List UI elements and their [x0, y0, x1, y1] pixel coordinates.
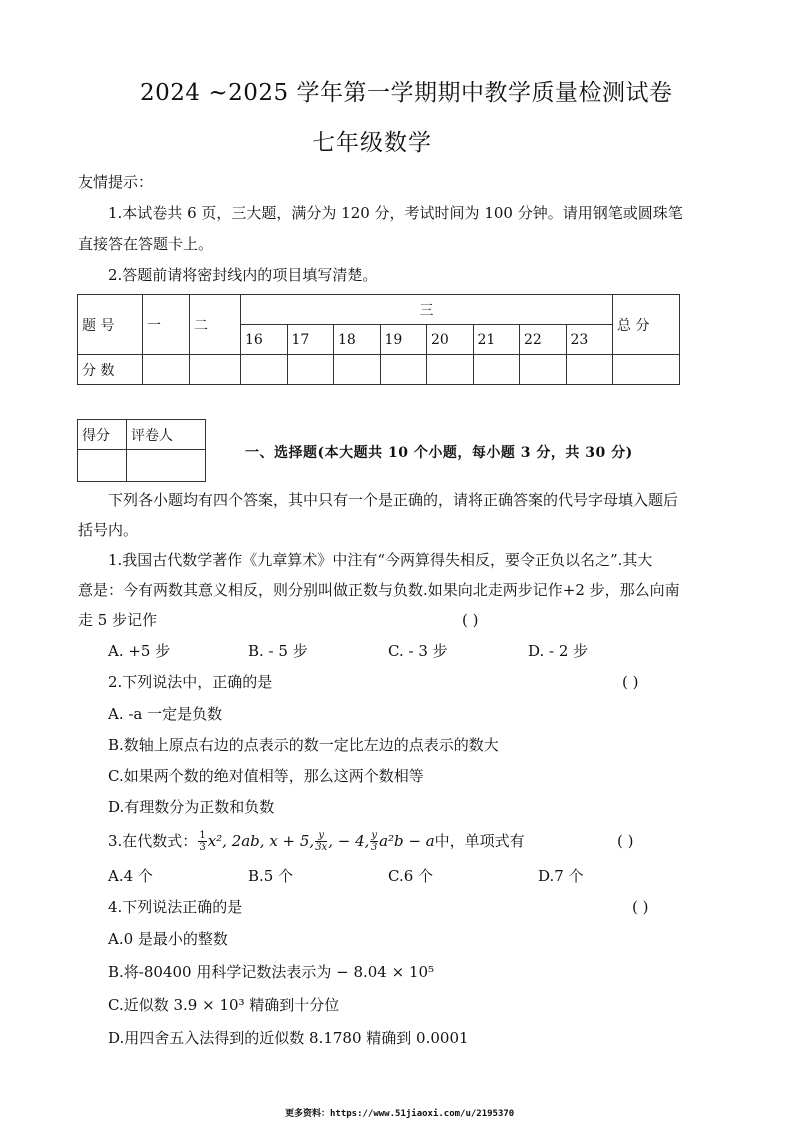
score-table-sub-col: 20	[427, 325, 474, 355]
fraction-numerator: y	[371, 829, 378, 841]
grader-table-score-label: 得分	[78, 420, 127, 450]
question-4-stem: 4.下列说法正确的是	[108, 898, 243, 916]
score-table-sub-col: 23	[566, 325, 613, 355]
fraction-denominator: 3	[371, 841, 378, 853]
score-table-col-1: 一	[143, 295, 190, 355]
score-table-sub-col: 22	[520, 325, 567, 355]
exam-title: 2024 ~2025 学年第一学期期中教学质量检测试卷	[140, 80, 673, 106]
score-table-question-label: 题 号	[78, 295, 143, 355]
question-2-stem: 2.下列说法中，正确的是	[108, 673, 273, 691]
notice-heading: 友情提示：	[78, 173, 154, 191]
score-table-sub-col: 19	[380, 325, 427, 355]
score-cell[interactable]	[143, 355, 190, 385]
fraction-y-over-3	[370, 830, 378, 853]
score-cell[interactable]	[613, 355, 680, 385]
fraction-denominator: 3x	[315, 841, 328, 853]
score-cell[interactable]	[334, 355, 381, 385]
question-3-expression-c: a²b − a	[379, 832, 435, 850]
question-3-prefix: 3.在代数式：	[108, 832, 198, 850]
question-4-option-a[interactable]: A.0 是最小的整数	[108, 930, 228, 948]
score-table	[77, 294, 680, 385]
question-4-option-c[interactable]: C.近似数 3.9 × 10³ 精确到十分位	[108, 996, 340, 1014]
question-1-line-3: 走 5 步记作	[78, 611, 158, 629]
exam-subtitle: 七年级数学	[312, 130, 432, 156]
fraction-y-over-3x	[315, 830, 327, 853]
score-table-sub-col: 21	[473, 325, 520, 355]
question-1-line-1: 1.我国古代数学著作《九章算术》中注有“今两算得失相反，要令正负以名之”.其大	[108, 551, 653, 569]
fraction-numerator: 1	[199, 829, 206, 841]
question-1-option-d[interactable]: D. - 2 步	[528, 642, 589, 660]
question-2-option-c[interactable]: C.如果两个数的绝对值相等，那么这两个数相等	[108, 767, 424, 785]
question-2-option-a[interactable]: A. -a 一定是负数	[108, 705, 223, 723]
score-table-total: 总 分	[613, 295, 680, 355]
question-1-line-2: 意是：今有两数其意义相反，则分别叫做正数与负数.如果向北走两步记作+2 步，那么向南	[78, 581, 680, 599]
score-cell[interactable]	[241, 355, 288, 385]
grader-score-cell[interactable]	[78, 450, 127, 482]
fraction-numerator: y	[315, 830, 327, 842]
score-table-score-label: 分 数	[78, 355, 143, 385]
notice-item-1-line-2: 直接答在答题卡上。	[78, 235, 214, 253]
question-2-option-d[interactable]: D.有理数分为正数和负数	[108, 798, 275, 816]
question-3-stem	[108, 826, 525, 856]
score-cell[interactable]	[287, 355, 334, 385]
grader-table	[77, 419, 206, 482]
score-cell[interactable]	[190, 355, 241, 385]
question-3-expression-b: , − 4,	[328, 832, 370, 850]
question-2-option-b[interactable]: B.数轴上原点右边的点表示的数一定比左边的点表示的数大	[108, 736, 499, 754]
score-table-sub-col: 18	[334, 325, 381, 355]
score-cell[interactable]	[520, 355, 567, 385]
score-cell[interactable]	[566, 355, 613, 385]
question-4-answer-paren[interactable]: ( )	[632, 898, 649, 916]
grader-table-grader-label: 评卷人	[127, 420, 206, 450]
question-3-suffix: 中，单项式有	[434, 832, 525, 850]
question-3-option-c[interactable]: C.6 个	[388, 867, 434, 885]
question-2-answer-paren[interactable]: ( )	[622, 673, 639, 691]
question-3-option-d[interactable]: D.7 个	[538, 867, 584, 885]
score-table-sub-col: 16	[241, 325, 288, 355]
section-1-heading: 一、选择题(本大题共 10 个小题，每小题 3 分，共 30 分)	[245, 445, 633, 461]
question-1-answer-paren[interactable]: ( )	[462, 611, 479, 629]
score-table-col-2: 二	[190, 295, 241, 355]
score-table-sub-col: 17	[287, 325, 334, 355]
question-3-option-a[interactable]: A.4 个	[108, 867, 153, 885]
fraction-one-third	[198, 830, 206, 853]
question-1-option-c[interactable]: C. - 3 步	[388, 642, 448, 660]
question-3-answer-paren[interactable]: ( )	[617, 832, 634, 850]
notice-item-2: 2.答题前请将密封线内的项目填写清楚。	[108, 266, 378, 284]
footer-link[interactable]: 更多资料：https://www.51jiaoxi.com/u/2195370	[285, 1109, 515, 1119]
question-4-option-d[interactable]: D.用四舍五入法得到的近似数 8.1780 精确到 0.0001	[108, 1029, 469, 1047]
notice-item-1-line-1: 1.本试卷共 6 页，三大题，满分为 120 分，考试时间为 100 分钟。请用钢笔或圆珠笔	[108, 204, 683, 222]
fraction-denominator: 3	[199, 841, 206, 853]
score-cell[interactable]	[380, 355, 427, 385]
question-3-option-b[interactable]: B.5 个	[248, 867, 294, 885]
grader-name-cell[interactable]	[127, 450, 206, 482]
score-table-col-3: 三	[241, 295, 613, 325]
question-4-option-b[interactable]: B.将-80400 用科学记数法表示为 − 8.04 × 10⁵	[108, 963, 435, 981]
question-1-option-b[interactable]: B. - 5 步	[248, 642, 308, 660]
score-cell[interactable]	[473, 355, 520, 385]
question-3-expression-a: x², 2ab, x + 5,	[207, 832, 315, 850]
question-1-option-a[interactable]: A. +5 步	[108, 642, 171, 660]
section-1-instruction-line-2: 括号内。	[78, 521, 139, 539]
section-1-instruction-line-1: 下列各小题均有四个答案，其中只有一个是正确的，请将正确答案的代号字母填入题后	[108, 491, 679, 509]
score-cell[interactable]	[427, 355, 474, 385]
